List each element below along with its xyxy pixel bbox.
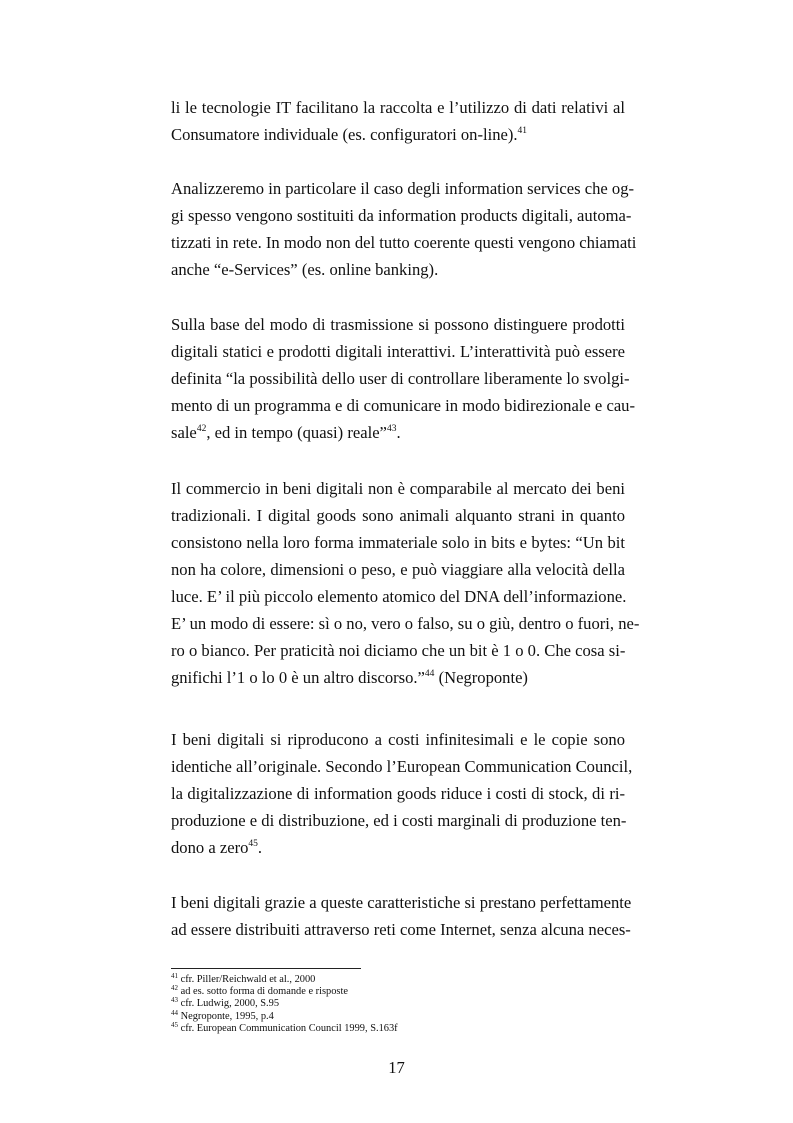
- text-run: non ha colore, dimensioni o peso, e può viaggiare alla velocità della: [171, 560, 625, 579]
- footnote-ref[interactable]: 44: [424, 669, 435, 679]
- footnote: [171, 974, 625, 986]
- text-line: [171, 229, 637, 256]
- footnote-ref[interactable]: 43: [386, 424, 397, 434]
- footnote-text: ad es. sotto forma di domande e risposte: [180, 986, 348, 998]
- text-line: [171, 664, 625, 691]
- text-run: tizzati in rete. In modo non del tutto coerente questi vengono chiamati: [171, 233, 637, 252]
- text-line: [171, 419, 625, 446]
- text-run: mento di un programma e di comunicare in modo bidirezionale e cau-: [171, 396, 636, 415]
- footnote-text: cfr. Ludwig, 2000, S.95: [180, 998, 280, 1010]
- text-line: [171, 338, 625, 365]
- paragraph: [171, 311, 636, 446]
- text-line: [171, 726, 625, 753]
- paragraph: [171, 726, 633, 861]
- text-line: [171, 889, 632, 916]
- text-line: [171, 311, 625, 338]
- text-line: [171, 583, 625, 610]
- footnote-text: cfr. Piller/Reichwald et al., 2000: [180, 974, 316, 985]
- text-line: [171, 94, 625, 121]
- footnote-number: 41: [171, 972, 178, 980]
- footnote-number: 45: [171, 1020, 178, 1029]
- footnote: [171, 986, 625, 998]
- footnote: [171, 1008, 625, 1023]
- text-line: [171, 502, 625, 529]
- text-run: sale: [171, 423, 197, 442]
- text-run: produzione e di distribuzione, ed i costi marginali di produzione ten-: [171, 811, 627, 830]
- text-line: [171, 392, 636, 419]
- text-run: Consumatore individuale (es. configuratori on-line).: [171, 125, 518, 144]
- text-run: Analizzeremo in particolare il caso degli information services che og-: [171, 179, 635, 198]
- text-run: gi spesso vengono sostituiti da information products digitali, automa-: [171, 206, 632, 225]
- footnote-text: Negroponte, 1995, p.4: [180, 1010, 274, 1022]
- paragraph: [171, 175, 637, 283]
- footnotes: [171, 974, 625, 1035]
- text-line: [171, 610, 640, 637]
- text-run: digitali statici e prodotti digitali interattivi. L’interattività può essere: [171, 342, 625, 361]
- paragraph: [171, 94, 625, 148]
- footnote-number: 44: [171, 1008, 178, 1017]
- footnote-number: 43: [171, 996, 178, 1005]
- text-line: [171, 834, 625, 861]
- text-run: ad essere distribuiti attraverso reti come Internet, senza alcuna neces-: [171, 920, 631, 939]
- page-number: 17: [388, 1058, 405, 1077]
- text-run: .: [257, 838, 263, 857]
- text-run: luce. E’ il più piccolo elemento atomico del DNA dell’informazione.: [171, 587, 627, 606]
- text-run: Sulla base del modo di trasmissione si possono distinguere prodotti: [171, 315, 625, 334]
- footnote: [171, 1020, 625, 1035]
- text-run: ro o bianco. Per praticità noi diciamo che un bit è 1 o 0. Che cosa si-: [171, 641, 626, 660]
- paragraph: [171, 889, 632, 943]
- text-run: li le tecnologie IT facilitano la raccolta e l’utilizzo di dati relativi al: [171, 98, 625, 117]
- text-run: identiche all’originale. Secondo l’European Communication Council,: [171, 757, 633, 776]
- footnote-ref[interactable]: 42: [196, 424, 207, 434]
- paragraph: [171, 475, 640, 691]
- text-line: [171, 916, 631, 943]
- text-run: I beni digitali grazie a queste caratteristiche si prestano perfettamente: [171, 893, 632, 912]
- text-line: [171, 121, 625, 148]
- text-line: [171, 202, 632, 229]
- footnote: [171, 998, 625, 1010]
- text-line: [171, 753, 633, 780]
- text-run: anche “e-Services” (es. online banking).: [171, 260, 439, 279]
- text-line: [171, 256, 625, 283]
- text-line: [171, 475, 625, 502]
- text-run: dono a zero: [171, 838, 249, 857]
- text-run: .: [396, 423, 401, 442]
- footnote-number: 42: [171, 984, 178, 993]
- text-run: gnifichi l’1 o lo 0 è un altro discorso.”: [171, 668, 425, 687]
- footnote-separator: [171, 968, 361, 969]
- text-run: Il commercio in beni digitali non è comparabile al mercato dei beni: [171, 479, 625, 498]
- footnote-ref[interactable]: 41: [517, 126, 528, 136]
- text-run: la digitalizzazione di information goods riduce i costi di stock, di ri-: [171, 784, 625, 803]
- text-line: [171, 556, 625, 583]
- text-run: definita “la possibilità dello user di controllare liberamente lo svolgi-: [171, 369, 630, 388]
- text-line: [171, 529, 625, 556]
- text-run: E’ un modo di essere: sì o no, vero o falso, su o giù, dentro o fuori, ne-: [171, 614, 640, 633]
- text-line: [171, 175, 635, 202]
- text-line: [171, 365, 630, 392]
- text-line: [171, 807, 625, 834]
- text-run: (Negroponte): [434, 668, 528, 687]
- text-run: , ed in tempo (quasi) reale”: [206, 423, 387, 442]
- text-run: I beni digitali si riproducono a costi infinitesimali e le copie sono: [171, 730, 625, 749]
- text-run: tradizionali. I digital goods sono animali alquanto strani in quanto: [171, 506, 625, 525]
- text-line: [171, 780, 625, 807]
- text-run: consistono nella loro forma immateriale solo in bits e bytes: “Un bit: [171, 533, 625, 552]
- footnote-text: cfr. European Communication Council 1999, S.163f: [180, 1022, 398, 1034]
- footnote-ref[interactable]: 45: [248, 839, 258, 849]
- text-line: [171, 637, 625, 664]
